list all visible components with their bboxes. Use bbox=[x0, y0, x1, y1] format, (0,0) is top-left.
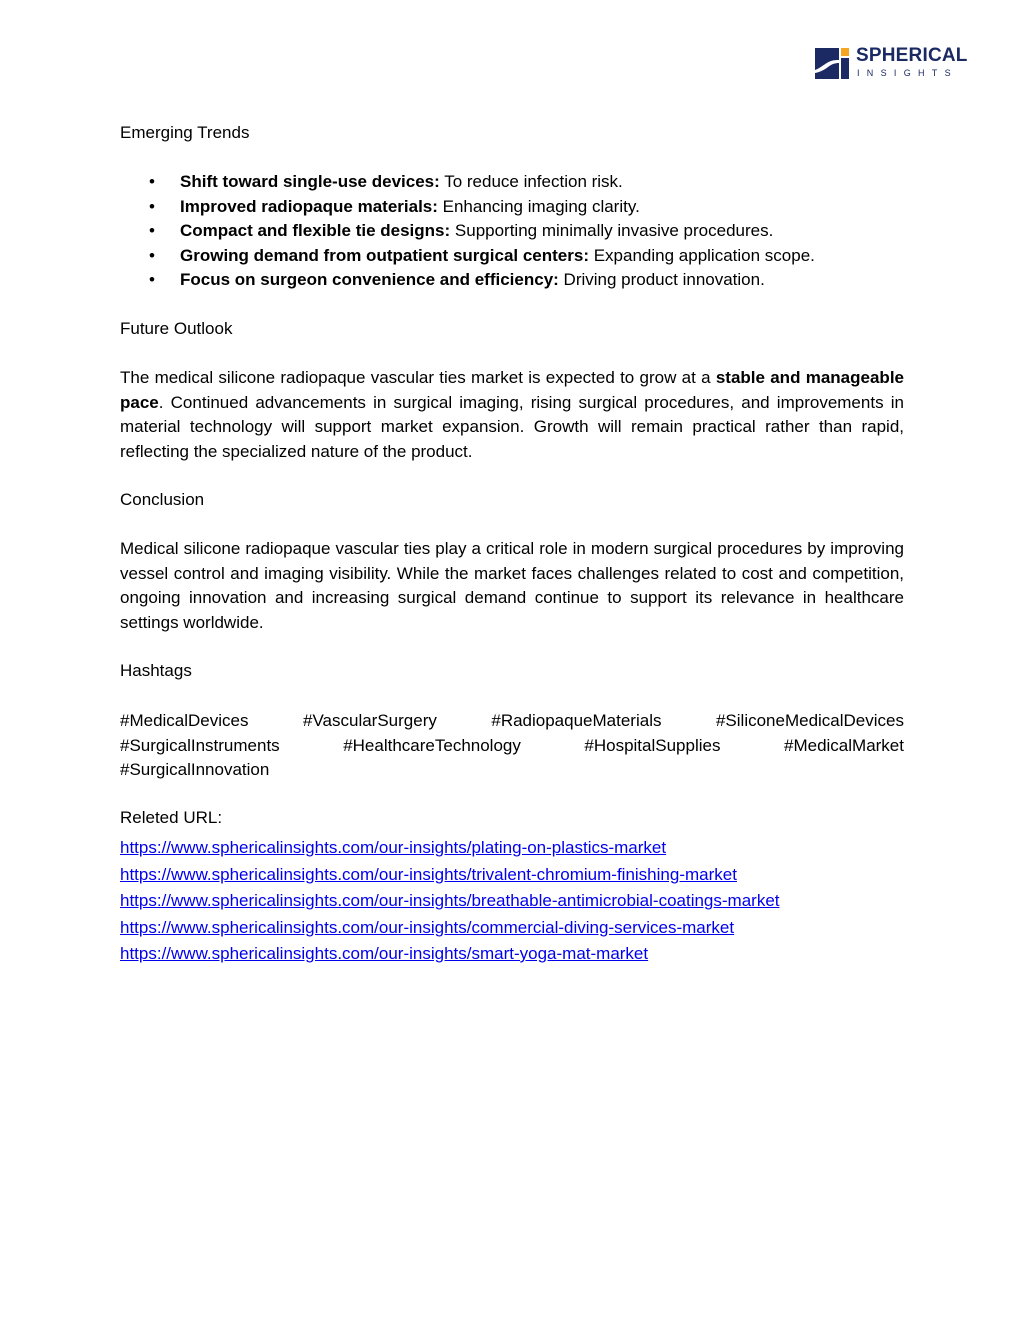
related-link[interactable]: https://www.sphericalinsights.com/our-insights/trivalent-chromium-finishing-market bbox=[120, 864, 737, 884]
conclusion-paragraph: Medical silicone radiopaque vascular ties play a critical role in modern surgical procedures by improving vessel control and imaging visibility. While the market faces challenges related to cost and competition, ongoing innovation and increasing surgical demand continue to support its relevance in healthcare settings worldwide. bbox=[120, 539, 904, 632]
hashtag: #RadiopaqueMaterials bbox=[491, 711, 662, 730]
bullet-icon: • bbox=[149, 270, 155, 289]
trend-text: To reduce infection risk. bbox=[439, 172, 623, 191]
trend-text: Expanding application scope. bbox=[589, 245, 815, 265]
trend-title: Shift toward single-use devices: bbox=[180, 172, 440, 191]
hashtag-row bbox=[120, 709, 904, 734]
future-outlook-heading: Future Outlook bbox=[120, 319, 233, 338]
outlook-text-start: The medical silicone radiopaque vascular ties market is expected to grow at a bbox=[120, 368, 716, 387]
conclusion-heading: Conclusion bbox=[120, 490, 205, 509]
hashtag: #SurgicalInnovation bbox=[120, 760, 270, 779]
bullet-icon: • bbox=[149, 245, 155, 265]
logo-mark-icon bbox=[815, 46, 849, 79]
hashtag-row bbox=[120, 734, 904, 759]
hashtag: #HospitalSupplies bbox=[584, 735, 721, 755]
trend-title: Improved radiopaque materials: bbox=[180, 196, 438, 216]
trend-text: Enhancing imaging clarity. bbox=[437, 196, 640, 216]
related-link[interactable]: https://www.sphericalinsights.com/our-insights/plating-on-plastics-market bbox=[120, 838, 667, 857]
trend-text: Driving product innovation. bbox=[558, 270, 765, 289]
related-link[interactable]: https://www.sphericalinsights.com/our-insights/breathable-antimicrobial-coatings-market bbox=[120, 891, 780, 910]
list-item bbox=[120, 195, 904, 220]
related-link[interactable]: https://www.sphericalinsights.com/our-insights/commercial-diving-services-market bbox=[120, 917, 735, 937]
trend-title: Growing demand from outpatient surgical centers: bbox=[180, 245, 589, 265]
trend-text: Supporting minimally invasive procedures. bbox=[450, 221, 774, 240]
logo-sub-text: INSIGHTS bbox=[857, 68, 958, 78]
bullet-icon: • bbox=[149, 172, 155, 191]
hashtags-heading: Hashtags bbox=[120, 661, 192, 680]
hashtag: #MedicalMarket bbox=[784, 735, 904, 755]
hashtag-row bbox=[120, 758, 904, 783]
trend-title: Compact and flexible tie designs: bbox=[180, 221, 451, 240]
trend-title: Focus on surgeon convenience and efficiency: bbox=[180, 270, 559, 289]
bullet-icon: • bbox=[149, 196, 155, 216]
hashtag: #VascularSurgery bbox=[303, 711, 437, 730]
hashtag: #SurgicalInstruments bbox=[120, 735, 280, 755]
logo-brand-text: SPHERICAL bbox=[856, 45, 968, 66]
spherical-insights-logo bbox=[815, 45, 968, 82]
outlook-emphasis: stable and manageable pace bbox=[120, 368, 904, 412]
list-item bbox=[120, 170, 904, 195]
related-url-heading: Releted URL: bbox=[120, 808, 223, 827]
bullet-icon: • bbox=[149, 221, 155, 240]
emerging-trends-list bbox=[120, 170, 904, 293]
future-outlook-paragraph bbox=[120, 366, 904, 464]
hashtag: #MedicalDevices bbox=[120, 711, 249, 730]
list-item bbox=[120, 219, 904, 244]
hashtags-block bbox=[120, 709, 904, 783]
related-links bbox=[120, 835, 780, 968]
related-link[interactable]: https://www.sphericalinsights.com/our-insights/smart-yoga-mat-market bbox=[120, 944, 649, 963]
hashtag: #SiliconeMedicalDevices bbox=[715, 711, 904, 730]
hashtag: #HealthcareTechnology bbox=[343, 735, 521, 755]
list-item bbox=[120, 268, 904, 293]
list-item bbox=[120, 244, 904, 269]
emerging-trends-heading: Emerging Trends bbox=[120, 123, 250, 142]
outlook-text-end: . Continued advancements in surgical imaging, rising surgical procedures, and improvements in material technology will support market expansion. Growth will remain practical rather than rapid, reflecting the specialized nature of the product. bbox=[120, 392, 904, 461]
